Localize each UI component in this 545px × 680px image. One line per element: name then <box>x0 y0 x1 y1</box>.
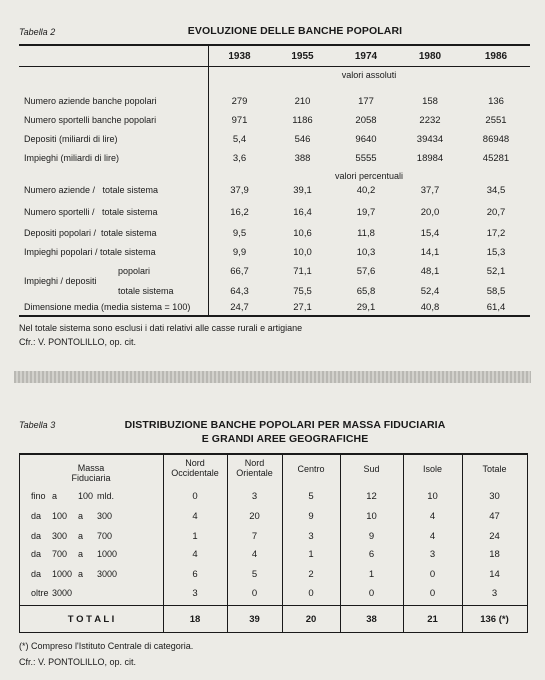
totals-label: T O T A L I <box>67 614 115 625</box>
t3-rule-vert <box>462 453 463 633</box>
row-label-part: da <box>31 569 42 579</box>
table-cell: 58,5 <box>486 286 506 297</box>
t3-rule-vert <box>403 453 404 633</box>
row-label-part: 3000 <box>52 588 73 598</box>
table-cell: 2 <box>308 569 314 580</box>
table-cell: 4 <box>192 511 198 522</box>
row-sublabel: popolari <box>118 266 151 276</box>
column-header: Totale <box>482 464 507 474</box>
table-cell: 9 <box>308 511 314 522</box>
row-label-part: 100 <box>52 511 68 521</box>
total-cell: 21 <box>427 614 438 625</box>
table-cell: 546 <box>294 134 311 145</box>
table-cell: 10,3 <box>356 247 376 258</box>
table-cell: 0 <box>251 588 258 599</box>
table2-label: Tabella 2 <box>19 27 56 37</box>
table-cell: 20 <box>249 511 260 522</box>
table-cell: 30 <box>489 491 500 502</box>
column-header: Sud <box>363 464 380 474</box>
table3-source: Cfr.: V. PONTOLILLO, op. cit. <box>19 657 137 667</box>
table-cell: 7 <box>251 531 258 542</box>
table-cell: 136 <box>488 96 504 107</box>
year-header: 1955 <box>291 51 314 62</box>
table-cell: 45281 <box>482 153 510 164</box>
table-cell: 3 <box>429 549 436 560</box>
t3-rule-vert <box>163 453 164 633</box>
table-cell: 4 <box>429 531 436 542</box>
t3-rule-vert <box>227 453 228 633</box>
table-cell: 5,4 <box>232 134 247 145</box>
table-cell: 24,7 <box>230 302 249 313</box>
row-label: Impieghi (miliardi di lire) <box>24 153 120 163</box>
table-cell: 52,1 <box>486 266 506 277</box>
table2-source: Cfr.: V. PONTOLILLO, op. cit. <box>19 337 137 347</box>
row-label-part: a <box>52 491 58 501</box>
year-header: 1980 <box>418 51 442 62</box>
table-cell: 27,1 <box>293 302 312 313</box>
table-cell: 1186 <box>292 115 313 126</box>
table-cell: 19,7 <box>356 207 376 218</box>
table-cell: 16,4 <box>293 207 312 218</box>
total-cell: 136 (*) <box>480 614 509 625</box>
section-pct-label: valori percentuali <box>334 171 404 181</box>
row-label-part: a <box>78 531 84 541</box>
row-label-part: da <box>31 511 42 521</box>
row-label: Numero sportelli banche popolari <box>24 115 157 125</box>
column-header: Isole <box>422 464 442 474</box>
table-cell: 9640 <box>355 134 377 145</box>
row-label-part: fino <box>31 491 46 501</box>
column-header: Nord <box>244 458 265 468</box>
table-cell: 1 <box>368 569 375 580</box>
t3-rule-top2 <box>19 454 527 455</box>
table-cell: 10 <box>366 511 377 522</box>
t2-rule-top2 <box>19 45 530 46</box>
table-cell: 1 <box>308 549 314 560</box>
table2-note: Nel totale sistema sono esclusi i dati relativi alle casse rurali e artigiane <box>19 323 303 333</box>
table-cell: 158 <box>422 96 438 107</box>
table-cell: 9 <box>368 531 375 542</box>
table-cell: 11,8 <box>357 228 375 239</box>
table-cell: 3 <box>308 531 314 542</box>
table-cell: 2058 <box>355 115 377 126</box>
table-cell: 6 <box>368 549 375 560</box>
row-label-part: oltre <box>31 588 49 598</box>
row-label-part: a <box>78 549 84 559</box>
table-cell: 2232 <box>419 115 441 126</box>
row-label-part: 1000 <box>97 549 118 559</box>
total-cell: 39 <box>249 614 260 625</box>
section-abs-label: valori assoluti <box>341 70 397 80</box>
table-cell: 10 <box>427 491 438 502</box>
row-label: Depositi (miliardi di lire) <box>24 134 118 144</box>
row-label: Depositi popolari / totale sistema <box>24 228 157 238</box>
column-header: Orientale <box>236 468 273 478</box>
table-cell: 10,0 <box>293 247 312 258</box>
row-label-part: 700 <box>97 531 113 541</box>
column-header: Centro <box>297 464 325 474</box>
table-cell: 0 <box>192 491 198 502</box>
table-cell: 279 <box>231 96 248 107</box>
table-cell: 20,7 <box>486 207 506 218</box>
table-cell: 1 <box>192 531 198 542</box>
table-cell: 75,5 <box>293 286 312 297</box>
table-cell: 16,2 <box>230 207 249 218</box>
table-cell: 3 <box>491 588 498 599</box>
table-cell: 0 <box>429 588 436 599</box>
total-cell: 18 <box>189 614 201 625</box>
table-cell: 4 <box>251 549 258 560</box>
table-cell: 14 <box>489 569 500 580</box>
row-label-part: da <box>31 549 42 559</box>
table-cell: 388 <box>294 153 311 164</box>
table-cell: 4 <box>192 549 198 560</box>
row-label: Dimensione media (media sistema = 100) <box>24 302 191 312</box>
row-label: Impieghi popolari / totale sistema <box>24 247 156 257</box>
table-cell: 14,1 <box>420 247 440 258</box>
t3-rule-vert <box>282 453 283 633</box>
total-cell: 20 <box>305 614 317 625</box>
row-label-part: 300 <box>97 511 113 521</box>
table-cell: 4 <box>429 511 436 522</box>
table-cell: 17,2 <box>486 228 506 239</box>
column-header: Nord <box>185 458 205 468</box>
table-cell: 971 <box>231 115 248 126</box>
table-cell: 48,1 <box>420 266 440 277</box>
table-cell: 57,6 <box>356 266 376 277</box>
table-cell: 37,9 <box>230 185 249 196</box>
table-cell: 24 <box>489 531 500 542</box>
table-cell: 5 <box>251 569 258 580</box>
row-label-part: da <box>31 531 42 541</box>
t3-rule-vert <box>340 453 341 633</box>
table-cell: 2551 <box>485 115 507 126</box>
table-cell: 9,5 <box>232 228 247 239</box>
table-cell: 40,2 <box>356 185 376 196</box>
table-cell: 52,4 <box>420 286 440 297</box>
table-cell: 40,8 <box>420 302 440 313</box>
row-label: Numero aziende banche popolari <box>24 96 157 106</box>
table-cell: 64,3 <box>230 286 249 297</box>
year-header: 1974 <box>354 51 378 62</box>
row-label-part: 300 <box>52 531 68 541</box>
table-cell: 39434 <box>416 134 444 145</box>
table-cell: 37,7 <box>420 185 440 196</box>
t2-rule-bottom2 <box>19 316 530 317</box>
row-label-part: 1000 <box>52 569 73 579</box>
row-label-part: a <box>78 569 84 579</box>
table-cell: 29,1 <box>356 302 376 313</box>
table-cell: 15,4 <box>420 228 440 239</box>
table-cell: 34,5 <box>486 185 506 196</box>
table-cell: 71,1 <box>293 266 312 277</box>
t3-rule-bottom <box>19 632 527 633</box>
row-label: Numero sportelli / totale sistema <box>24 207 158 217</box>
column-header: Occidentale <box>171 468 219 478</box>
table-cell: 10,6 <box>293 228 312 239</box>
t2-rule-head <box>19 66 530 67</box>
table-cell: 66,7 <box>230 266 249 277</box>
year-header: 1986 <box>484 51 508 62</box>
table3-label: Tabella 3 <box>19 420 56 430</box>
table-cell: 61,4 <box>486 302 506 313</box>
row-sublabel: totale sistema <box>118 286 174 296</box>
table-cell: 5555 <box>355 153 377 164</box>
table-cell: 15,3 <box>486 247 506 258</box>
table-cell: 0 <box>308 588 314 599</box>
header-fiduciaria: Fiduciaria <box>71 473 111 483</box>
table2-title: EVOLUZIONE DELLE BANCHE POPOLARI <box>187 25 403 37</box>
table-cell: 86948 <box>482 134 510 145</box>
row-label-part: 100 <box>78 491 94 501</box>
table-cell: 18984 <box>416 153 444 164</box>
table3-title-line1: DISTRIBUZIONE BANCHE POPOLARI PER MASSA FIDUCIARIA <box>124 419 446 431</box>
header-massa: Massa <box>77 463 105 473</box>
table-cell: 65,8 <box>356 286 376 297</box>
table-cell: 3 <box>251 491 258 502</box>
table-cell: 47 <box>489 511 500 522</box>
table-cell: 3 <box>192 588 198 599</box>
table3-title-line2: E GRANDI AREE GEOGRAFICHE <box>201 433 369 445</box>
table-cell: 12 <box>366 491 377 502</box>
row-label-part: 700 <box>52 549 68 559</box>
t3-rule-totals <box>19 605 527 606</box>
row-label: Impieghi / depositi <box>24 276 97 286</box>
table-cell: 0 <box>368 588 375 599</box>
table-cell: 9,9 <box>232 247 247 258</box>
table-cell: 6 <box>192 569 198 580</box>
row-label-part: mld. <box>97 491 115 501</box>
row-label-part: 3000 <box>97 569 118 579</box>
total-cell: 38 <box>366 614 377 625</box>
table-cell: 5 <box>308 491 314 502</box>
table-cell: 3,6 <box>232 153 247 164</box>
year-header: 1938 <box>228 51 251 62</box>
table-cell: 0 <box>429 569 436 580</box>
row-label: Numero aziende / totale sistema <box>24 185 159 195</box>
table-cell: 18 <box>489 549 500 560</box>
table-cell: 210 <box>294 96 311 107</box>
row-label-part: a <box>78 511 84 521</box>
t3-rule-vert <box>527 453 528 633</box>
section-separator <box>14 371 531 383</box>
table-cell: 20,0 <box>420 207 440 218</box>
table-cell: 177 <box>358 96 374 107</box>
table-cell: 39,1 <box>293 185 312 196</box>
table3-footnote: (*) Compreso l'Istituto Centrale di categoria. <box>19 641 194 651</box>
